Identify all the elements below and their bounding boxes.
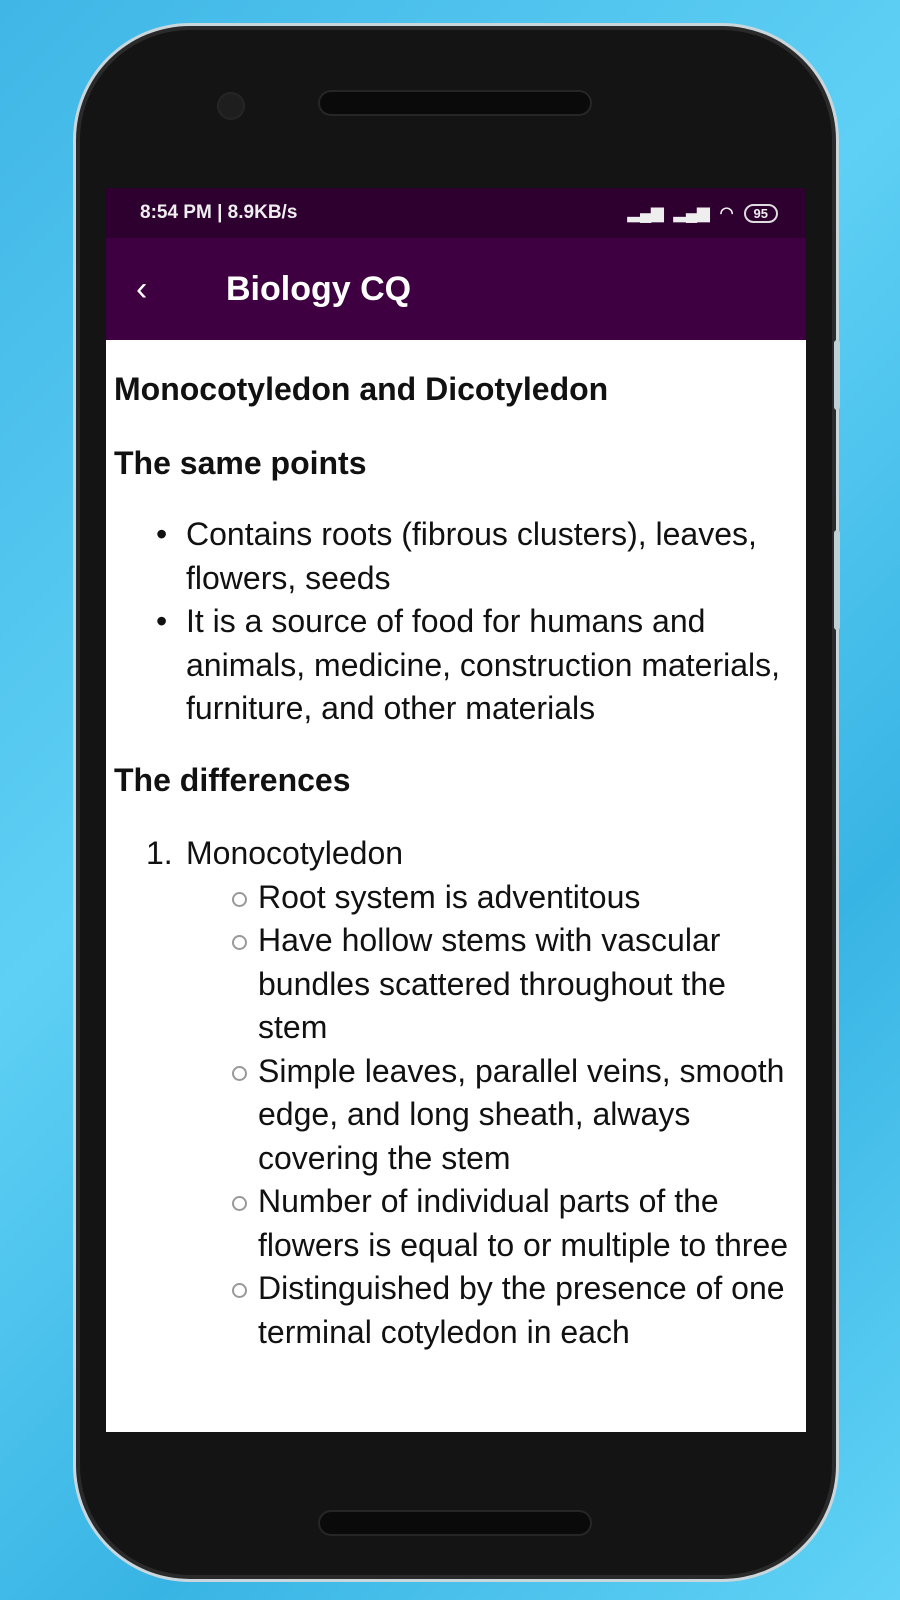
article-content[interactable] — [106, 340, 806, 1354]
bottom-speaker — [320, 1512, 590, 1534]
signal-icon: ▂▄▆ — [627, 205, 664, 222]
wifi-icon: ◠ — [719, 205, 734, 222]
list-item: Number of individual parts of the flowers is equal to or multiple to three — [114, 1180, 798, 1267]
volume-button — [834, 530, 840, 630]
list-item: Have hollow stems with vascular bundles scattered throughout the stem — [114, 919, 798, 1050]
list-item: • Contains roots (fibrous clusters), leaves, flowers, seeds — [114, 513, 798, 600]
list-item-label: Monocotyledon — [186, 835, 404, 871]
same-points-list — [114, 513, 798, 731]
status-time: 8:54 PM | 8.9KB/s — [140, 202, 298, 223]
page-title: Biology CQ — [226, 269, 412, 308]
section-heading-same: The same points — [114, 444, 367, 481]
article-heading: Monocotyledon and Dicotyledon — [114, 371, 609, 407]
front-camera — [217, 92, 245, 120]
earpiece-speaker — [320, 92, 590, 114]
status-bar — [106, 188, 806, 238]
side-button — [834, 340, 840, 410]
list-item: Simple leaves, parallel veins, smooth edge, and long sheath, always covering the stem — [114, 1050, 798, 1181]
list-item: • It is a source of food for humans and animals, medicine, construction materials, furniture, and other materials — [114, 600, 798, 731]
app-bar — [106, 238, 806, 340]
list-item: Distinguished by the presence of one terminal cotyledon in each — [114, 1267, 798, 1354]
monocot-points-list — [114, 876, 798, 1355]
list-number: 1. — [146, 835, 173, 871]
signal-icon-2: ▂▄▆ — [673, 205, 710, 222]
list-item: Root system is adventitous — [114, 876, 798, 920]
battery-icon: 95 — [744, 204, 778, 223]
section-heading-differences: The differences — [114, 761, 351, 798]
app-screen — [106, 188, 806, 1432]
back-icon[interactable]: ‹ — [136, 269, 148, 308]
ordered-list-item — [114, 832, 798, 876]
